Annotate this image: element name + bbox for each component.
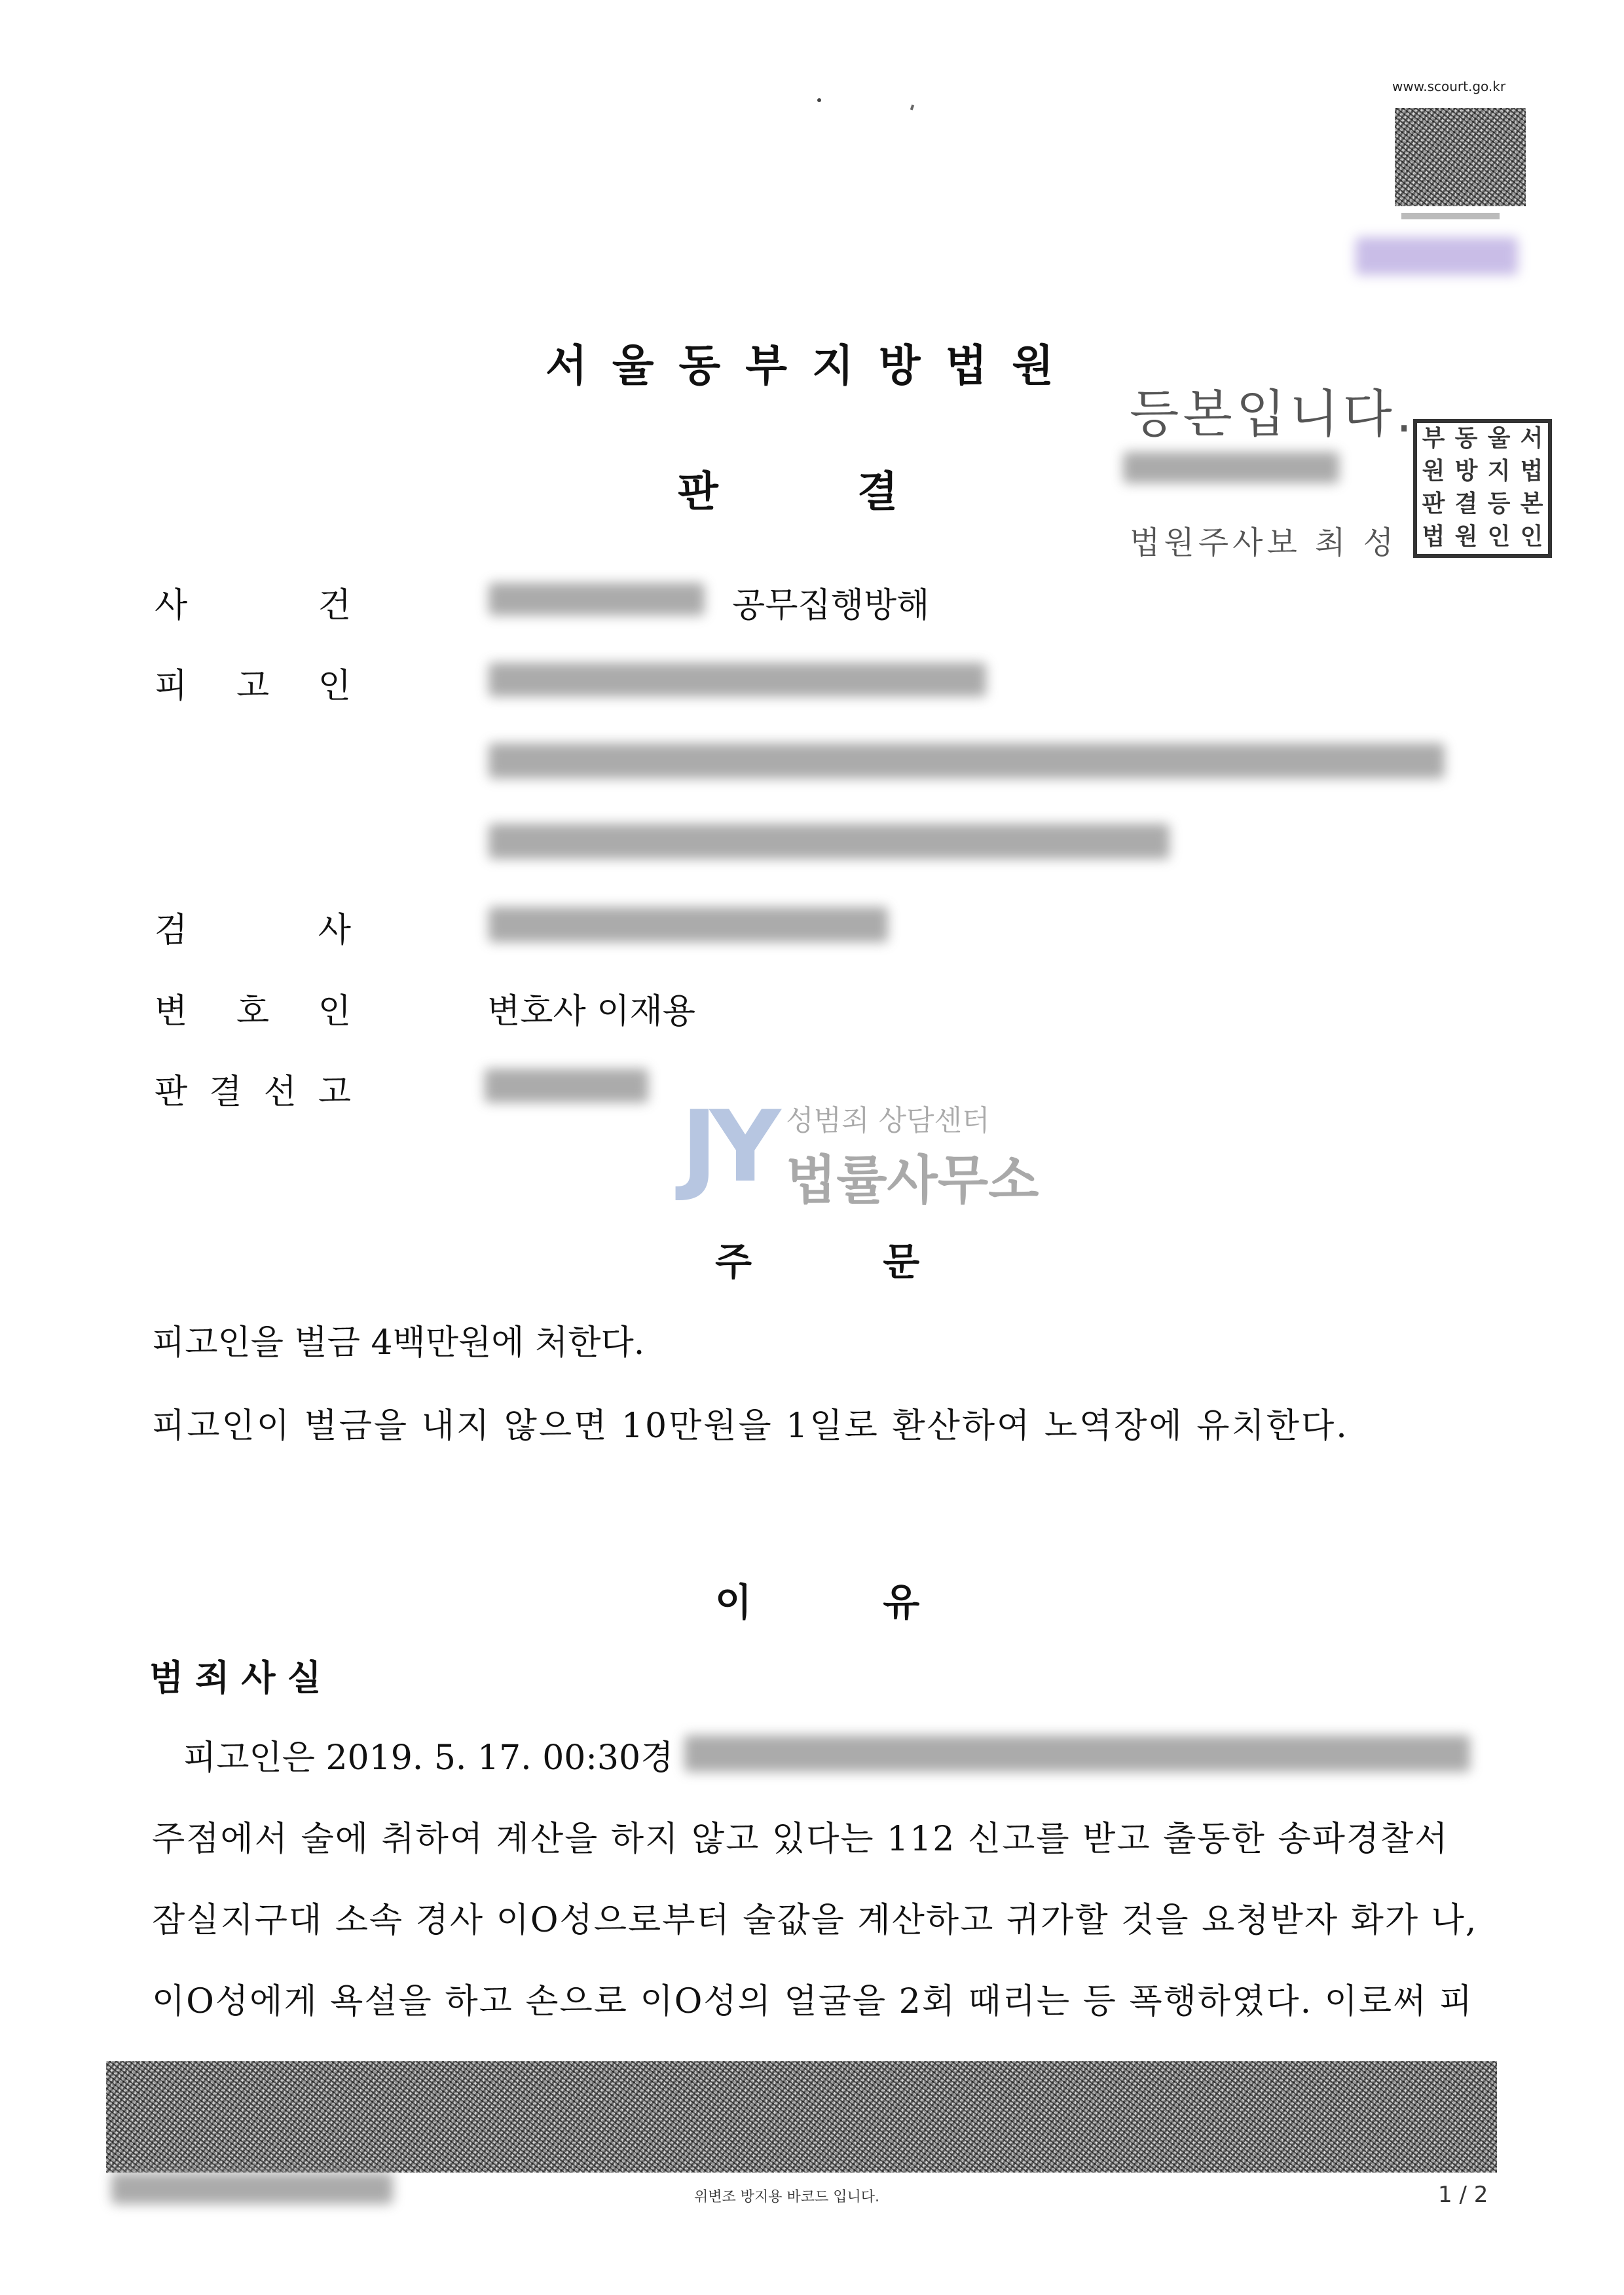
certified-copy-stamp: 등본입니다. — [1130, 385, 1416, 444]
seal-char: 서 — [1520, 425, 1543, 452]
order-line-1: 피고인을 벌금 4백만원에 처한다. — [152, 1323, 645, 1363]
seal-char: 본 — [1520, 490, 1543, 517]
barcode-note: 위변조 방지용 바코드 입니다. — [694, 2189, 879, 2205]
seal-char: 판 — [1422, 490, 1445, 517]
page-number: 1 / 2 — [1438, 2182, 1488, 2208]
seal-char: 원 — [1422, 458, 1445, 485]
case-title: 공무집행방해 — [732, 586, 930, 625]
law-firm-logo: JY — [681, 1090, 773, 1204]
qr-code-icon — [1395, 108, 1526, 206]
defendant-label — [155, 658, 351, 707]
redacted-defendant-address-2 — [489, 824, 1170, 859]
redacted-stamp-date — [1356, 237, 1518, 275]
seal-char: 인 — [1487, 523, 1511, 550]
facts-line-1: 피고인은 2019. 5. 17. 00:30경 — [183, 1738, 674, 1778]
clerk-name: 법원주사보 최 성 — [1130, 524, 1398, 561]
crime-facts-heading: 범죄사실 — [149, 1657, 333, 1698]
label-char: 인 — [318, 667, 351, 706]
label-char: 사 — [318, 911, 351, 950]
seal-char: 부 — [1422, 425, 1445, 452]
seal-char: 울 — [1487, 425, 1511, 452]
order-heading: 주 문 — [715, 1239, 920, 1284]
redacted-defendant-id — [489, 663, 986, 697]
redacted-defendant-address — [489, 743, 1445, 779]
label-char: 변 — [155, 992, 188, 1031]
counsel-label — [155, 983, 351, 1033]
label-char: 검 — [155, 911, 188, 950]
label-char: 인 — [318, 992, 351, 1031]
court-name: 서울동부지방법원 — [545, 340, 1079, 391]
seal-char: 원 — [1454, 523, 1478, 550]
facts-line-2: 주점에서 술에 취하여 계산을 하지 않고 있다는 112 신고를 받고 출동한 송파경찰서 — [152, 1820, 1449, 1859]
seal-char: 법 — [1520, 458, 1543, 485]
facts-line-3: 잠실지구대 소속 경사 이O성으로부터 술값을 계산하고 귀가할 것을 요청받자 화가 나, — [152, 1901, 1478, 1940]
seal-char: 결 — [1454, 490, 1478, 517]
seal-char: 인 — [1520, 523, 1543, 550]
redacted-certification-date — [1123, 452, 1339, 483]
seal-char: 지 — [1487, 458, 1511, 485]
court-seal-icon — [1413, 419, 1552, 558]
redacted-document-id — [111, 2173, 393, 2204]
doc-type-heading: 판 결 — [678, 468, 898, 517]
label-char: 판 — [155, 1073, 188, 1112]
site-url: www.scourt.go.kr — [1392, 79, 1506, 94]
label-char: 건 — [318, 586, 351, 625]
verdict-date-label — [155, 1064, 351, 1113]
label-char: 호 — [236, 992, 270, 1031]
seal-char: 방 — [1454, 458, 1478, 485]
scan-speck — [910, 105, 914, 111]
qr-caption-bar — [1401, 213, 1500, 219]
prosecutor-label — [155, 902, 351, 951]
redacted-case-number — [489, 583, 705, 615]
redacted-location — [684, 1735, 1470, 1772]
label-char: 선 — [263, 1073, 297, 1112]
label-char: 고 — [318, 1073, 351, 1112]
redacted-verdict-date — [485, 1069, 648, 1103]
label-char: 결 — [209, 1073, 242, 1112]
reasons-heading: 이 유 — [715, 1580, 920, 1625]
case-label — [155, 578, 351, 627]
label-char: 피 — [155, 667, 188, 706]
seal-char: 법 — [1422, 523, 1445, 550]
counsel-name: 변호사 이재용 — [487, 992, 695, 1031]
law-firm-name: 법률사무소 — [786, 1150, 1039, 1211]
anti-forgery-barcode — [106, 2061, 1497, 2173]
scan-speck — [817, 98, 821, 102]
label-char: 사 — [155, 586, 188, 625]
label-char: 고 — [236, 667, 270, 706]
redacted-prosecutor — [489, 907, 888, 942]
facts-line-4: 이O성에게 욕설을 하고 손으로 이O성의 얼굴을 2회 때리는 등 폭행하였다. 이로써 피 — [152, 1982, 1474, 2021]
law-firm-subtitle: 성범죄 상담센터 — [786, 1104, 990, 1137]
order-line-2: 피고인이 벌금을 내지 않으면 10만원을 1일로 환산하여 노역장에 유치한다. — [152, 1406, 1349, 1446]
seal-char: 등 — [1487, 490, 1511, 517]
seal-char: 동 — [1454, 425, 1478, 452]
